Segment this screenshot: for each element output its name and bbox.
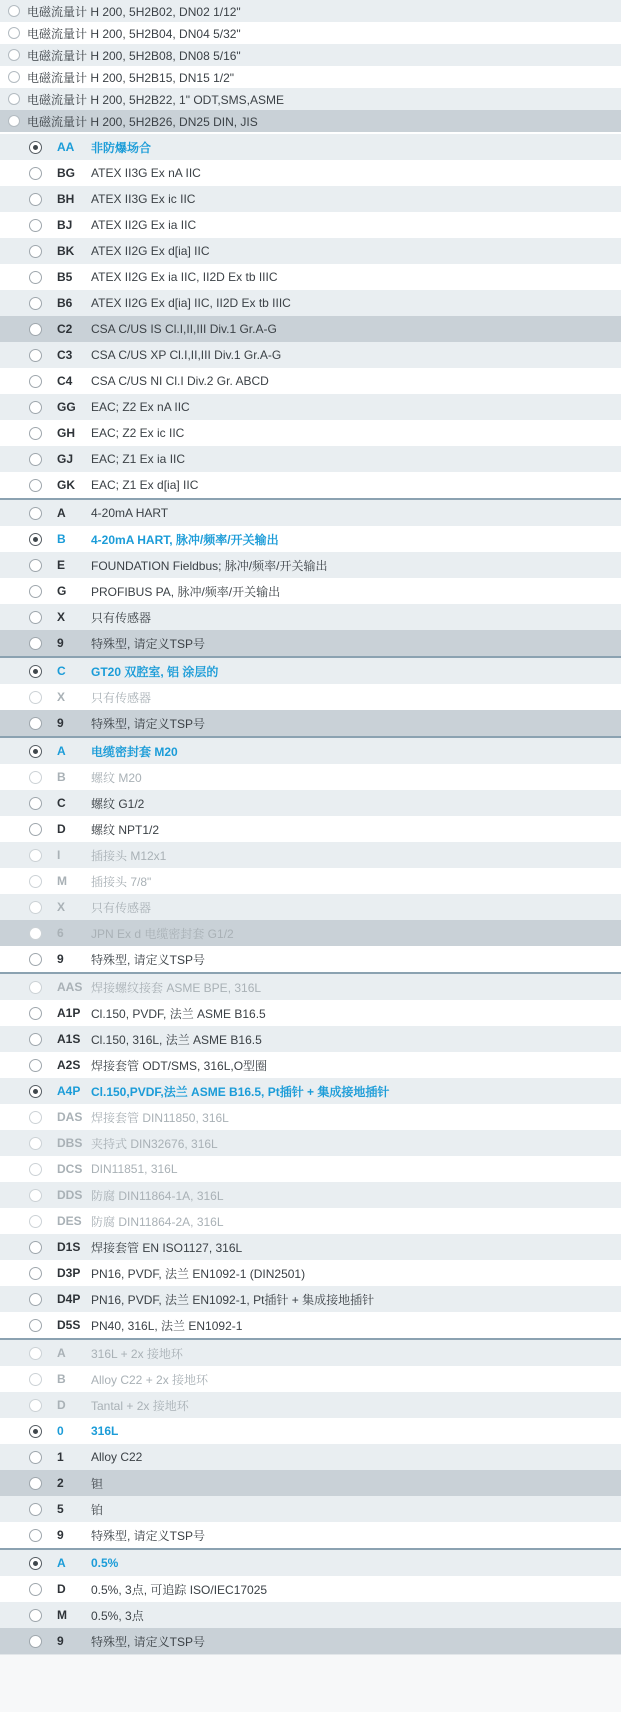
config-option-row[interactable]: [0, 368, 621, 394]
option-code: C: [57, 664, 66, 678]
config-option-row[interactable]: [0, 264, 621, 290]
option-code: C2: [57, 322, 73, 336]
config-option-row[interactable]: [0, 868, 621, 894]
config-option-row[interactable]: [0, 790, 621, 816]
option-code: AAS: [57, 980, 83, 994]
radio-button-icon[interactable]: [29, 507, 42, 520]
option-code: C: [57, 796, 66, 810]
config-option-row[interactable]: [0, 394, 621, 420]
option-label: 螺纹 NPT1/2: [91, 822, 160, 837]
radio-button-icon[interactable]: [29, 1477, 42, 1490]
option-label: Cl.150, PVDF, 法兰 ASME B16.5: [91, 1006, 266, 1021]
product-label: 电磁流量计 H 200, 5H2B26, DN25 DIN, JIS: [27, 114, 258, 129]
option-label: FOUNDATION Fieldbus; 脉冲/频率/开关输出: [91, 558, 328, 573]
product-option-row[interactable]: [0, 44, 621, 66]
option-label: PROFIBUS PA, 脉冲/频率/开关输出: [91, 584, 281, 599]
option-label: 焊接套管 ODT/SMS, 316L,O型圈: [91, 1058, 268, 1073]
option-label: ATEX II2G Ex ia IIC, II2D Ex tb IIIC: [91, 270, 278, 284]
option-label: PN16, PVDF, 法兰 EN1092-1, Pt插针 + 集成接地插针: [91, 1292, 375, 1307]
radio-button-icon[interactable]: [8, 5, 20, 17]
config-option-row[interactable]: [0, 446, 621, 472]
option-label: Alloy C22 + 2x 接地环: [91, 1372, 209, 1387]
option-label: 插接头 7/8": [91, 874, 152, 889]
option-label: 焊接套管 EN ISO1127, 316L: [91, 1240, 243, 1255]
config-option-row[interactable]: [0, 238, 621, 264]
radio-button-icon[interactable]: [29, 427, 42, 440]
radio-button-icon[interactable]: [29, 1189, 42, 1202]
radio-button-icon[interactable]: [29, 1111, 42, 1124]
option-label: 特殊型, 请定义TSP号: [91, 716, 206, 731]
radio-button-icon[interactable]: [29, 297, 42, 310]
option-code: D: [57, 1398, 66, 1412]
option-label: 电缆密封套 M20: [91, 744, 178, 759]
radio-button-icon[interactable]: [29, 245, 42, 258]
option-label: 特殊型, 请定义TSP号: [91, 1634, 206, 1649]
option-label: 螺纹 M20: [91, 770, 142, 785]
radio-button-checked-icon[interactable]: [29, 533, 42, 546]
config-option-row[interactable]: [0, 920, 621, 946]
option-label: ATEX II2G Ex d[ia] IIC: [91, 244, 210, 258]
radio-button-icon[interactable]: [29, 1451, 42, 1464]
radio-button-icon[interactable]: [29, 1241, 42, 1254]
config-option-row[interactable]: [0, 894, 621, 920]
option-label: 钽: [91, 1476, 104, 1491]
option-code: B: [57, 1372, 66, 1386]
config-option-row[interactable]: [0, 1078, 621, 1104]
option-code: M: [57, 1608, 67, 1622]
radio-button-icon[interactable]: [29, 611, 42, 624]
product-option-row[interactable]: [0, 66, 621, 88]
option-label: EAC; Z2 Ex ic IIC: [91, 426, 185, 440]
config-option-row[interactable]: [0, 1576, 621, 1602]
config-option-row[interactable]: [0, 134, 621, 160]
config-option-row[interactable]: [0, 1602, 621, 1628]
option-code: 0: [57, 1424, 64, 1438]
option-label: PN40, 316L, 法兰 EN1092-1: [91, 1318, 243, 1333]
option-code: GH: [57, 426, 75, 440]
radio-button-checked-icon[interactable]: [29, 141, 42, 154]
radio-button-icon[interactable]: [29, 901, 42, 914]
radio-button-icon[interactable]: [29, 559, 42, 572]
option-label: 防腐 DIN11864-1A, 316L: [91, 1188, 224, 1203]
config-option-row[interactable]: [0, 1286, 621, 1312]
config-option-row[interactable]: [0, 578, 621, 604]
option-label: 4-20mA HART: [91, 506, 169, 520]
config-option-row[interactable]: [0, 816, 621, 842]
option-code: E: [57, 558, 66, 572]
option-code: D1S: [57, 1240, 81, 1254]
config-option-row[interactable]: [0, 1130, 621, 1156]
config-option-row[interactable]: [0, 1208, 621, 1234]
radio-button-icon[interactable]: [29, 193, 42, 206]
option-code: 9: [57, 1528, 64, 1542]
option-code: B6: [57, 296, 73, 310]
radio-button-icon[interactable]: [29, 1033, 42, 1046]
radio-button-icon[interactable]: [29, 1293, 42, 1306]
radio-button-checked-icon[interactable]: [29, 665, 42, 678]
radio-button-icon[interactable]: [29, 349, 42, 362]
option-label: 4-20mA HART, 脉冲/频率/开关输出: [91, 532, 279, 547]
option-label: 316L + 2x 接地环: [91, 1346, 183, 1361]
config-option-row[interactable]: [0, 1234, 621, 1260]
option-label: Tantal + 2x 接地环: [91, 1398, 189, 1413]
radio-button-icon[interactable]: [8, 27, 20, 39]
config-option-row[interactable]: [0, 342, 621, 368]
radio-button-icon[interactable]: [29, 167, 42, 180]
option-label: Cl.150,PVDF,法兰 ASME B16.5, Pt插针 + 集成接地插针: [91, 1084, 390, 1099]
radio-button-icon[interactable]: [8, 115, 20, 127]
radio-button-icon[interactable]: [29, 849, 42, 862]
config-option-row[interactable]: [0, 1000, 621, 1026]
option-label: 0.5%, 3点, 可追踪 ISO/IEC17025: [91, 1582, 268, 1597]
option-code: 6: [57, 926, 64, 940]
option-code: DES: [57, 1214, 82, 1228]
option-code: GJ: [57, 452, 74, 466]
option-code: BJ: [57, 218, 73, 232]
config-option-row[interactable]: [0, 1366, 621, 1392]
option-label: DIN11851, 316L: [91, 1162, 178, 1176]
option-code: A: [57, 1346, 66, 1360]
option-label: 焊接套管 DIN11850, 316L: [91, 1110, 229, 1125]
config-option-row[interactable]: [0, 1156, 621, 1182]
option-code: 9: [57, 716, 64, 730]
config-option-row[interactable]: [0, 710, 621, 736]
radio-button-icon[interactable]: [29, 875, 42, 888]
option-label: ATEX II2G Ex d[ia] IIC, II2D Ex tb IIIC: [91, 296, 291, 310]
option-code: DAS: [57, 1110, 83, 1124]
option-label: GT20 双腔室, 铝 涂层的: [91, 664, 219, 679]
config-option-list: [0, 134, 621, 1654]
radio-button-icon[interactable]: [8, 93, 20, 105]
config-option-row[interactable]: [0, 212, 621, 238]
option-label: 0.5%: [91, 1556, 119, 1570]
option-label: 焊接螺纹接套 ASME BPE, 316L: [91, 980, 262, 995]
radio-button-icon[interactable]: [29, 981, 42, 994]
radio-button-icon[interactable]: [29, 1347, 42, 1360]
config-option-row[interactable]: [0, 1104, 621, 1130]
config-option-row[interactable]: [0, 974, 621, 1000]
option-label: 特殊型, 请定义TSP号: [91, 636, 206, 651]
config-option-row[interactable]: [0, 1522, 621, 1548]
bottom-filler: [0, 1654, 621, 1712]
option-label: JPN Ex d 电缆密封套 G1/2: [91, 926, 234, 941]
option-code: 5: [57, 1502, 64, 1516]
option-code: C3: [57, 348, 73, 362]
option-code: B5: [57, 270, 73, 284]
option-code: A1P: [57, 1006, 81, 1020]
option-code: DBS: [57, 1136, 83, 1150]
option-code: BG: [57, 166, 75, 180]
option-label: Alloy C22: [91, 1450, 143, 1464]
config-option-row[interactable]: [0, 1052, 621, 1078]
option-label: Cl.150, 316L, 法兰 ASME B16.5: [91, 1032, 262, 1047]
product-label: 电磁流量计 H 200, 5H2B08, DN08 5/16": [27, 48, 241, 63]
radio-button-icon[interactable]: [29, 953, 42, 966]
option-code: X: [57, 690, 66, 704]
radio-button-icon[interactable]: [29, 823, 42, 836]
config-option-row[interactable]: [0, 1418, 621, 1444]
option-code: D: [57, 1582, 66, 1596]
radio-button-icon[interactable]: [29, 771, 42, 784]
radio-button-icon[interactable]: [29, 1635, 42, 1648]
radio-button-icon[interactable]: [29, 927, 42, 940]
config-option-row[interactable]: [0, 1628, 621, 1654]
option-code: M: [57, 874, 67, 888]
option-code: A2S: [57, 1058, 81, 1072]
config-option-row[interactable]: [0, 420, 621, 446]
radio-button-icon[interactable]: [29, 401, 42, 414]
radio-button-icon[interactable]: [29, 1163, 42, 1176]
radio-button-icon[interactable]: [29, 1503, 42, 1516]
option-label: 螺纹 G1/2: [91, 796, 145, 811]
config-option-row[interactable]: [0, 764, 621, 790]
config-option-row[interactable]: [0, 472, 621, 498]
config-option-row[interactable]: [0, 526, 621, 552]
config-option-row[interactable]: [0, 1182, 621, 1208]
option-code: B: [57, 770, 66, 784]
option-label: 夹持式 DIN32676, 316L: [91, 1136, 218, 1151]
option-code: 9: [57, 952, 64, 966]
option-code: DDS: [57, 1188, 83, 1202]
option-label: ATEX II2G Ex ia IIC: [91, 218, 197, 232]
config-option-row[interactable]: [0, 630, 621, 656]
option-label: CSA C/US NI Cl.I Div.2 Gr. ABCD: [91, 374, 269, 388]
config-option-row[interactable]: [0, 1340, 621, 1366]
config-option-row[interactable]: [0, 1444, 621, 1470]
radio-button-checked-icon[interactable]: [29, 1425, 42, 1438]
config-option-row[interactable]: [0, 160, 621, 186]
radio-button-icon[interactable]: [29, 1583, 42, 1596]
radio-button-icon[interactable]: [29, 375, 42, 388]
option-code: A: [57, 1556, 66, 1570]
radio-button-icon[interactable]: [29, 323, 42, 336]
radio-button-icon[interactable]: [29, 797, 42, 810]
config-option-row[interactable]: [0, 552, 621, 578]
product-option-row[interactable]: [0, 110, 621, 132]
radio-button-icon[interactable]: [29, 1373, 42, 1386]
option-code: 2: [57, 1476, 64, 1490]
config-option-row[interactable]: [0, 500, 621, 526]
radio-button-icon[interactable]: [29, 1007, 42, 1020]
option-label: EAC; Z2 Ex nA IIC: [91, 400, 190, 414]
config-option-row[interactable]: [0, 1470, 621, 1496]
option-code: 9: [57, 1634, 64, 1648]
config-option-row[interactable]: [0, 1392, 621, 1418]
product-option-row[interactable]: [0, 0, 621, 22]
config-option-row[interactable]: [0, 658, 621, 684]
option-code: 9: [57, 636, 64, 650]
option-code: C4: [57, 374, 73, 388]
option-code: A: [57, 506, 66, 520]
config-option-row[interactable]: [0, 1260, 621, 1286]
product-label: 电磁流量计 H 200, 5H2B04, DN04 5/32": [27, 26, 241, 41]
config-option-row[interactable]: [0, 186, 621, 212]
option-code: X: [57, 900, 66, 914]
option-label: 316L: [91, 1424, 119, 1438]
radio-button-icon[interactable]: [8, 71, 20, 83]
config-option-row[interactable]: [0, 842, 621, 868]
option-code: A4P: [57, 1084, 81, 1098]
radio-button-icon[interactable]: [29, 271, 42, 284]
radio-button-checked-icon[interactable]: [29, 1557, 42, 1570]
radio-button-icon[interactable]: [29, 1059, 42, 1072]
option-label: 只有传感器: [91, 690, 152, 705]
product-option-row[interactable]: [0, 22, 621, 44]
option-code: BK: [57, 244, 75, 258]
config-option-row[interactable]: [0, 738, 621, 764]
option-label: 0.5%, 3点: [91, 1608, 144, 1623]
radio-button-icon[interactable]: [29, 717, 42, 730]
radio-button-icon[interactable]: [29, 1319, 42, 1332]
option-code: GG: [57, 400, 76, 414]
radio-button-icon[interactable]: [29, 1529, 42, 1542]
option-label: 只有传感器: [91, 900, 152, 915]
option-code: BH: [57, 192, 75, 206]
option-code: D5S: [57, 1318, 81, 1332]
option-code: 1: [57, 1450, 64, 1464]
radio-button-checked-icon[interactable]: [29, 1085, 42, 1098]
option-label: 特殊型, 请定义TSP号: [91, 952, 206, 967]
product-option-row[interactable]: [0, 88, 621, 110]
radio-button-icon[interactable]: [29, 1215, 42, 1228]
config-option-row[interactable]: [0, 316, 621, 342]
config-option-row[interactable]: [0, 1496, 621, 1522]
option-code: D4P: [57, 1292, 81, 1306]
option-label: 防腐 DIN11864-2A, 316L: [91, 1214, 224, 1229]
option-label: CSA C/US IS Cl.I,II,III Div.1 Gr.A-G: [91, 322, 277, 336]
radio-button-icon[interactable]: [29, 219, 42, 232]
option-label: 非防爆场合: [91, 140, 152, 155]
option-label: PN16, PVDF, 法兰 EN1092-1 (DIN2501): [91, 1266, 306, 1281]
radio-button-icon[interactable]: [29, 1137, 42, 1150]
option-code: X: [57, 610, 66, 624]
option-label: 特殊型, 请定义TSP号: [91, 1528, 206, 1543]
option-code: A: [57, 744, 66, 758]
config-option-row[interactable]: [0, 684, 621, 710]
option-label: 只有传感器: [91, 610, 152, 625]
option-code: B: [57, 532, 66, 546]
option-label: 插接头 M12x1: [91, 848, 167, 863]
config-option-row[interactable]: [0, 1312, 621, 1338]
option-code: D: [57, 822, 66, 836]
option-code: AA: [57, 140, 75, 154]
option-code: I: [57, 848, 61, 862]
option-code: G: [57, 584, 67, 598]
radio-button-checked-icon[interactable]: [29, 745, 42, 758]
product-label: 电磁流量计 H 200, 5H2B15, DN15 1/2": [27, 70, 235, 85]
product-label: 电磁流量计 H 200, 5H2B02, DN02 1/12": [27, 4, 241, 19]
radio-button-icon[interactable]: [29, 453, 42, 466]
radio-button-icon[interactable]: [29, 479, 42, 492]
radio-button-icon[interactable]: [8, 49, 20, 61]
option-code: DCS: [57, 1162, 83, 1176]
config-option-row[interactable]: [0, 1026, 621, 1052]
radio-button-icon[interactable]: [29, 1609, 42, 1622]
radio-button-icon[interactable]: [29, 637, 42, 650]
radio-button-icon[interactable]: [29, 691, 42, 704]
radio-button-icon[interactable]: [29, 1399, 42, 1412]
product-variant-list: [0, 0, 621, 132]
option-label: EAC; Z1 Ex d[ia] IIC: [91, 478, 199, 492]
config-option-row[interactable]: [0, 946, 621, 972]
option-label: ATEX II3G Ex ic IIC: [91, 192, 196, 206]
option-code: D3P: [57, 1266, 81, 1280]
option-code: GK: [57, 478, 75, 492]
radio-button-icon[interactable]: [29, 585, 42, 598]
config-option-row[interactable]: [0, 604, 621, 630]
config-option-row[interactable]: [0, 290, 621, 316]
radio-button-icon[interactable]: [29, 1267, 42, 1280]
option-label: EAC; Z1 Ex ia IIC: [91, 452, 186, 466]
option-code: A1S: [57, 1032, 81, 1046]
option-label: ATEX II3G Ex nA IIC: [91, 166, 201, 180]
option-label: CSA C/US XP Cl.I,II,III Div.1 Gr.A-G: [91, 348, 282, 362]
product-label: 电磁流量计 H 200, 5H2B22, 1" ODT,SMS,ASME: [27, 92, 285, 107]
config-option-row[interactable]: [0, 1550, 621, 1576]
option-label: 铂: [91, 1502, 104, 1517]
